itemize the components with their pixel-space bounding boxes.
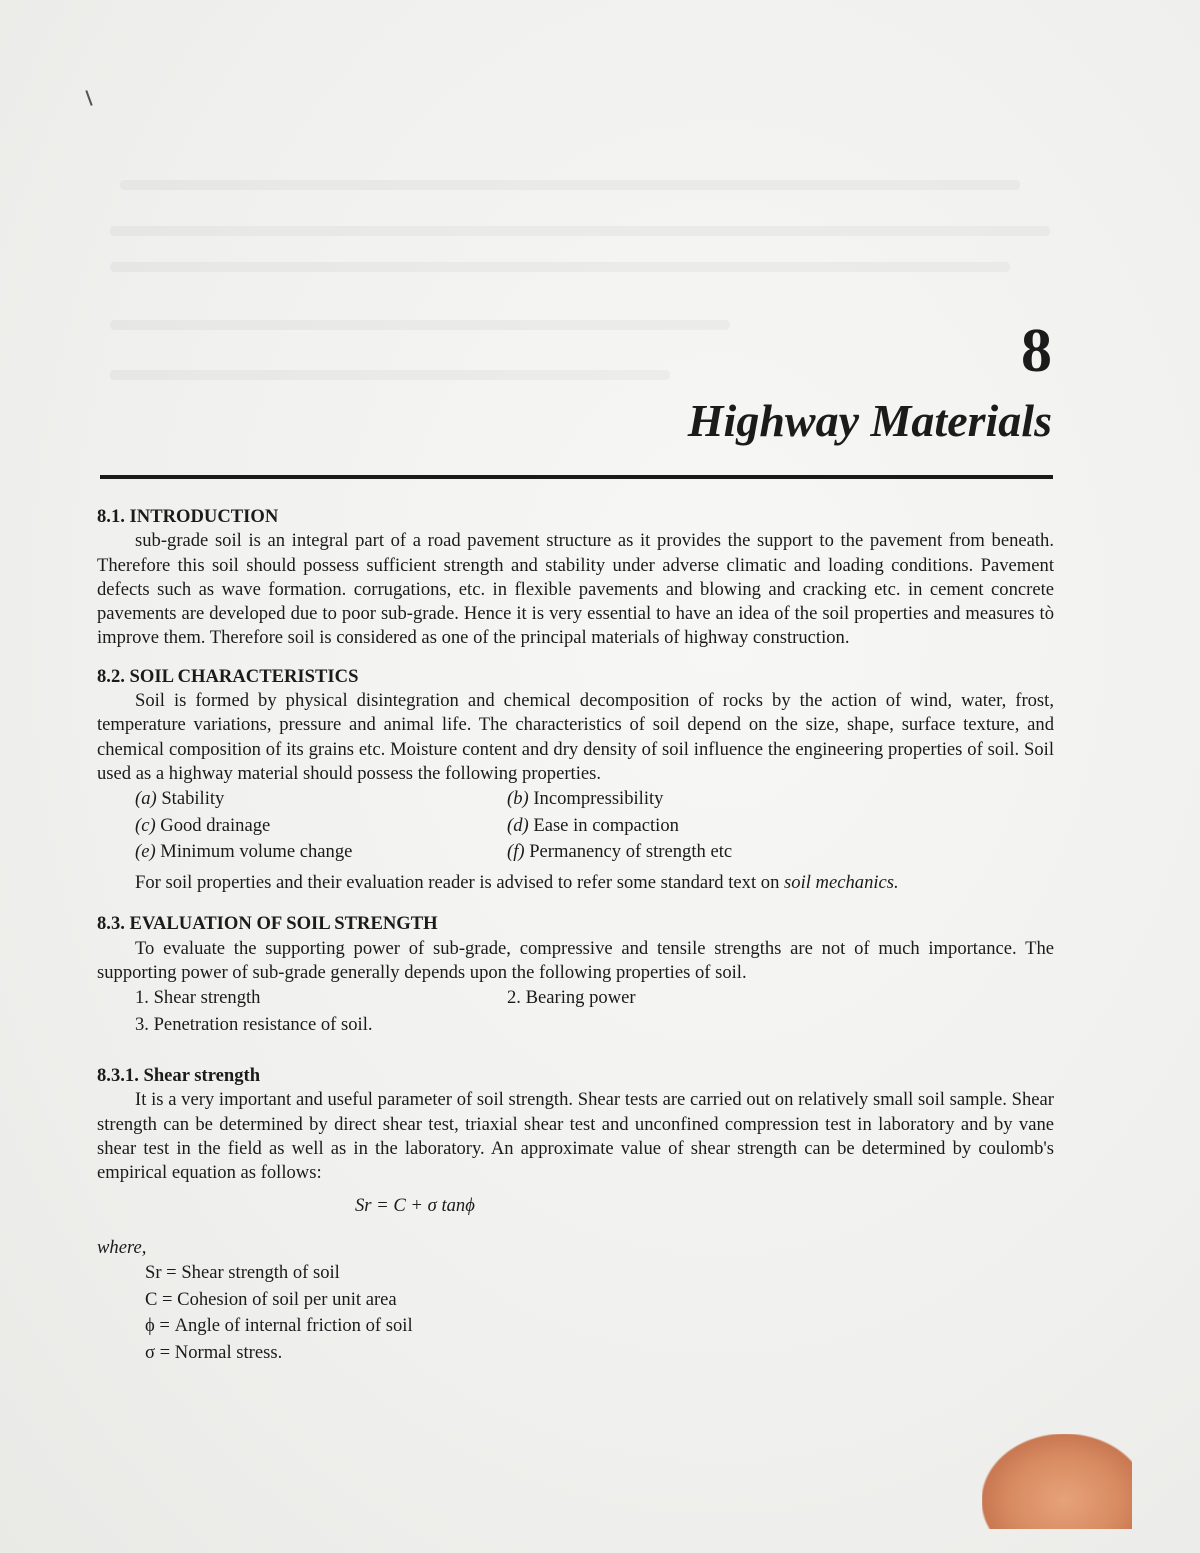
list-item: 1. Shear strength (135, 987, 261, 1009)
list-item: 2. Bearing power (507, 987, 636, 1009)
page-body (97, 505, 1054, 1366)
property-item: (f) Permanency of strength etc (507, 841, 733, 863)
coulomb-equation: Sr = C + σ tanϕ (355, 1194, 475, 1216)
bleed-through (110, 370, 670, 380)
shear-strength-paragraph: It is a very important and useful parameter of soil strength. Shear tests are carried out on relatively small soil sample. Shear strength can be determined by direct shear test, triaxial shear test and unconfined compression test in laboratory and by vane shear test in the field as well as in the laboratory. An approximate value of shear strength can be determined by coulomb's empirical equation as follows: (97, 1089, 1054, 1184)
chapter-title: Highway Materials (687, 395, 1052, 446)
section-heading-soil-characteristics: 8.2. SOIL CHARACTERISTICS (97, 665, 359, 687)
soil-characteristics-paragraph: Soil is formed by physical disintegration and chemical decomposition of rocks by the action of wind, water, frost, temperature variations, pressure and animal life. The characteristics of soil depend on the size, shape, surface texture, and chemical composition of its grains etc. Moisture content and dry density of soil influence the engineering properties of soil. Soil used as a highway material should possess the following properties. (97, 690, 1054, 784)
where-label: where, (97, 1236, 147, 1258)
strength-properties-list (97, 985, 1054, 1038)
reference-note: For soil properties and their evaluation reader is advised to refer some standard text on soil mechanics. (135, 871, 899, 893)
section-heading-evaluation: 8.3. EVALUATION OF SOIL STRENGTH (97, 913, 438, 935)
definition-item: ϕ = Angle of internal friction of soil (145, 1315, 413, 1337)
introduction-paragraph: sub-grade soil is an integral part of a road pavement structure as it provides the support to the pavement from beneath. Therefore this soil should possess sufficient strength and stability under adverse climatic and loading conditions. Pavement defects such as wave formation. corrugations, etc. in flexible pavements and blowing and cracking etc. in cement concrete pavements are developed due to poor sub-grade. Hence it is very essential to have an idea of the soil properties and measures tò improve them. Therefore soil is considered as one of the principal materials of highway construction. (97, 530, 1054, 649)
properties-list (97, 786, 1054, 896)
bleed-through (120, 180, 1020, 190)
bleed-through (110, 226, 1050, 236)
bleed-through (110, 262, 1010, 272)
property-item: (a) Stability (135, 788, 225, 810)
subsection-heading-shear-strength: 8.3.1. Shear strength (97, 1065, 261, 1087)
property-item: (d) Ease in compaction (507, 814, 679, 836)
thumb (982, 1434, 1132, 1529)
property-item: (b) Incompressibility (507, 788, 664, 810)
list-item: 3. Penetration resistance of soil. (135, 1013, 373, 1035)
title-rule (100, 475, 1053, 479)
property-item: (c) Good drainage (135, 814, 271, 836)
bleed-through (110, 320, 730, 330)
pen-mark (85, 90, 92, 106)
property-item: (e) Minimum volume change (135, 841, 353, 863)
chapter-number: 8 (1021, 317, 1052, 385)
section-heading-introduction: 8.1. INTRODUCTION (97, 506, 279, 527)
definition-item: Sr = Shear strength of soil (145, 1262, 340, 1284)
definition-item: σ = Normal stress. (145, 1341, 283, 1363)
symbol-definitions (97, 1260, 1054, 1366)
definition-item: C = Cohesion of soil per unit area (145, 1288, 397, 1310)
evaluation-paragraph: To evaluate the supporting power of sub-grade, compressive and tensile strengths are not of much importance. The supporting power of sub-grade generally depends upon the following properties of soil. (97, 937, 1054, 983)
